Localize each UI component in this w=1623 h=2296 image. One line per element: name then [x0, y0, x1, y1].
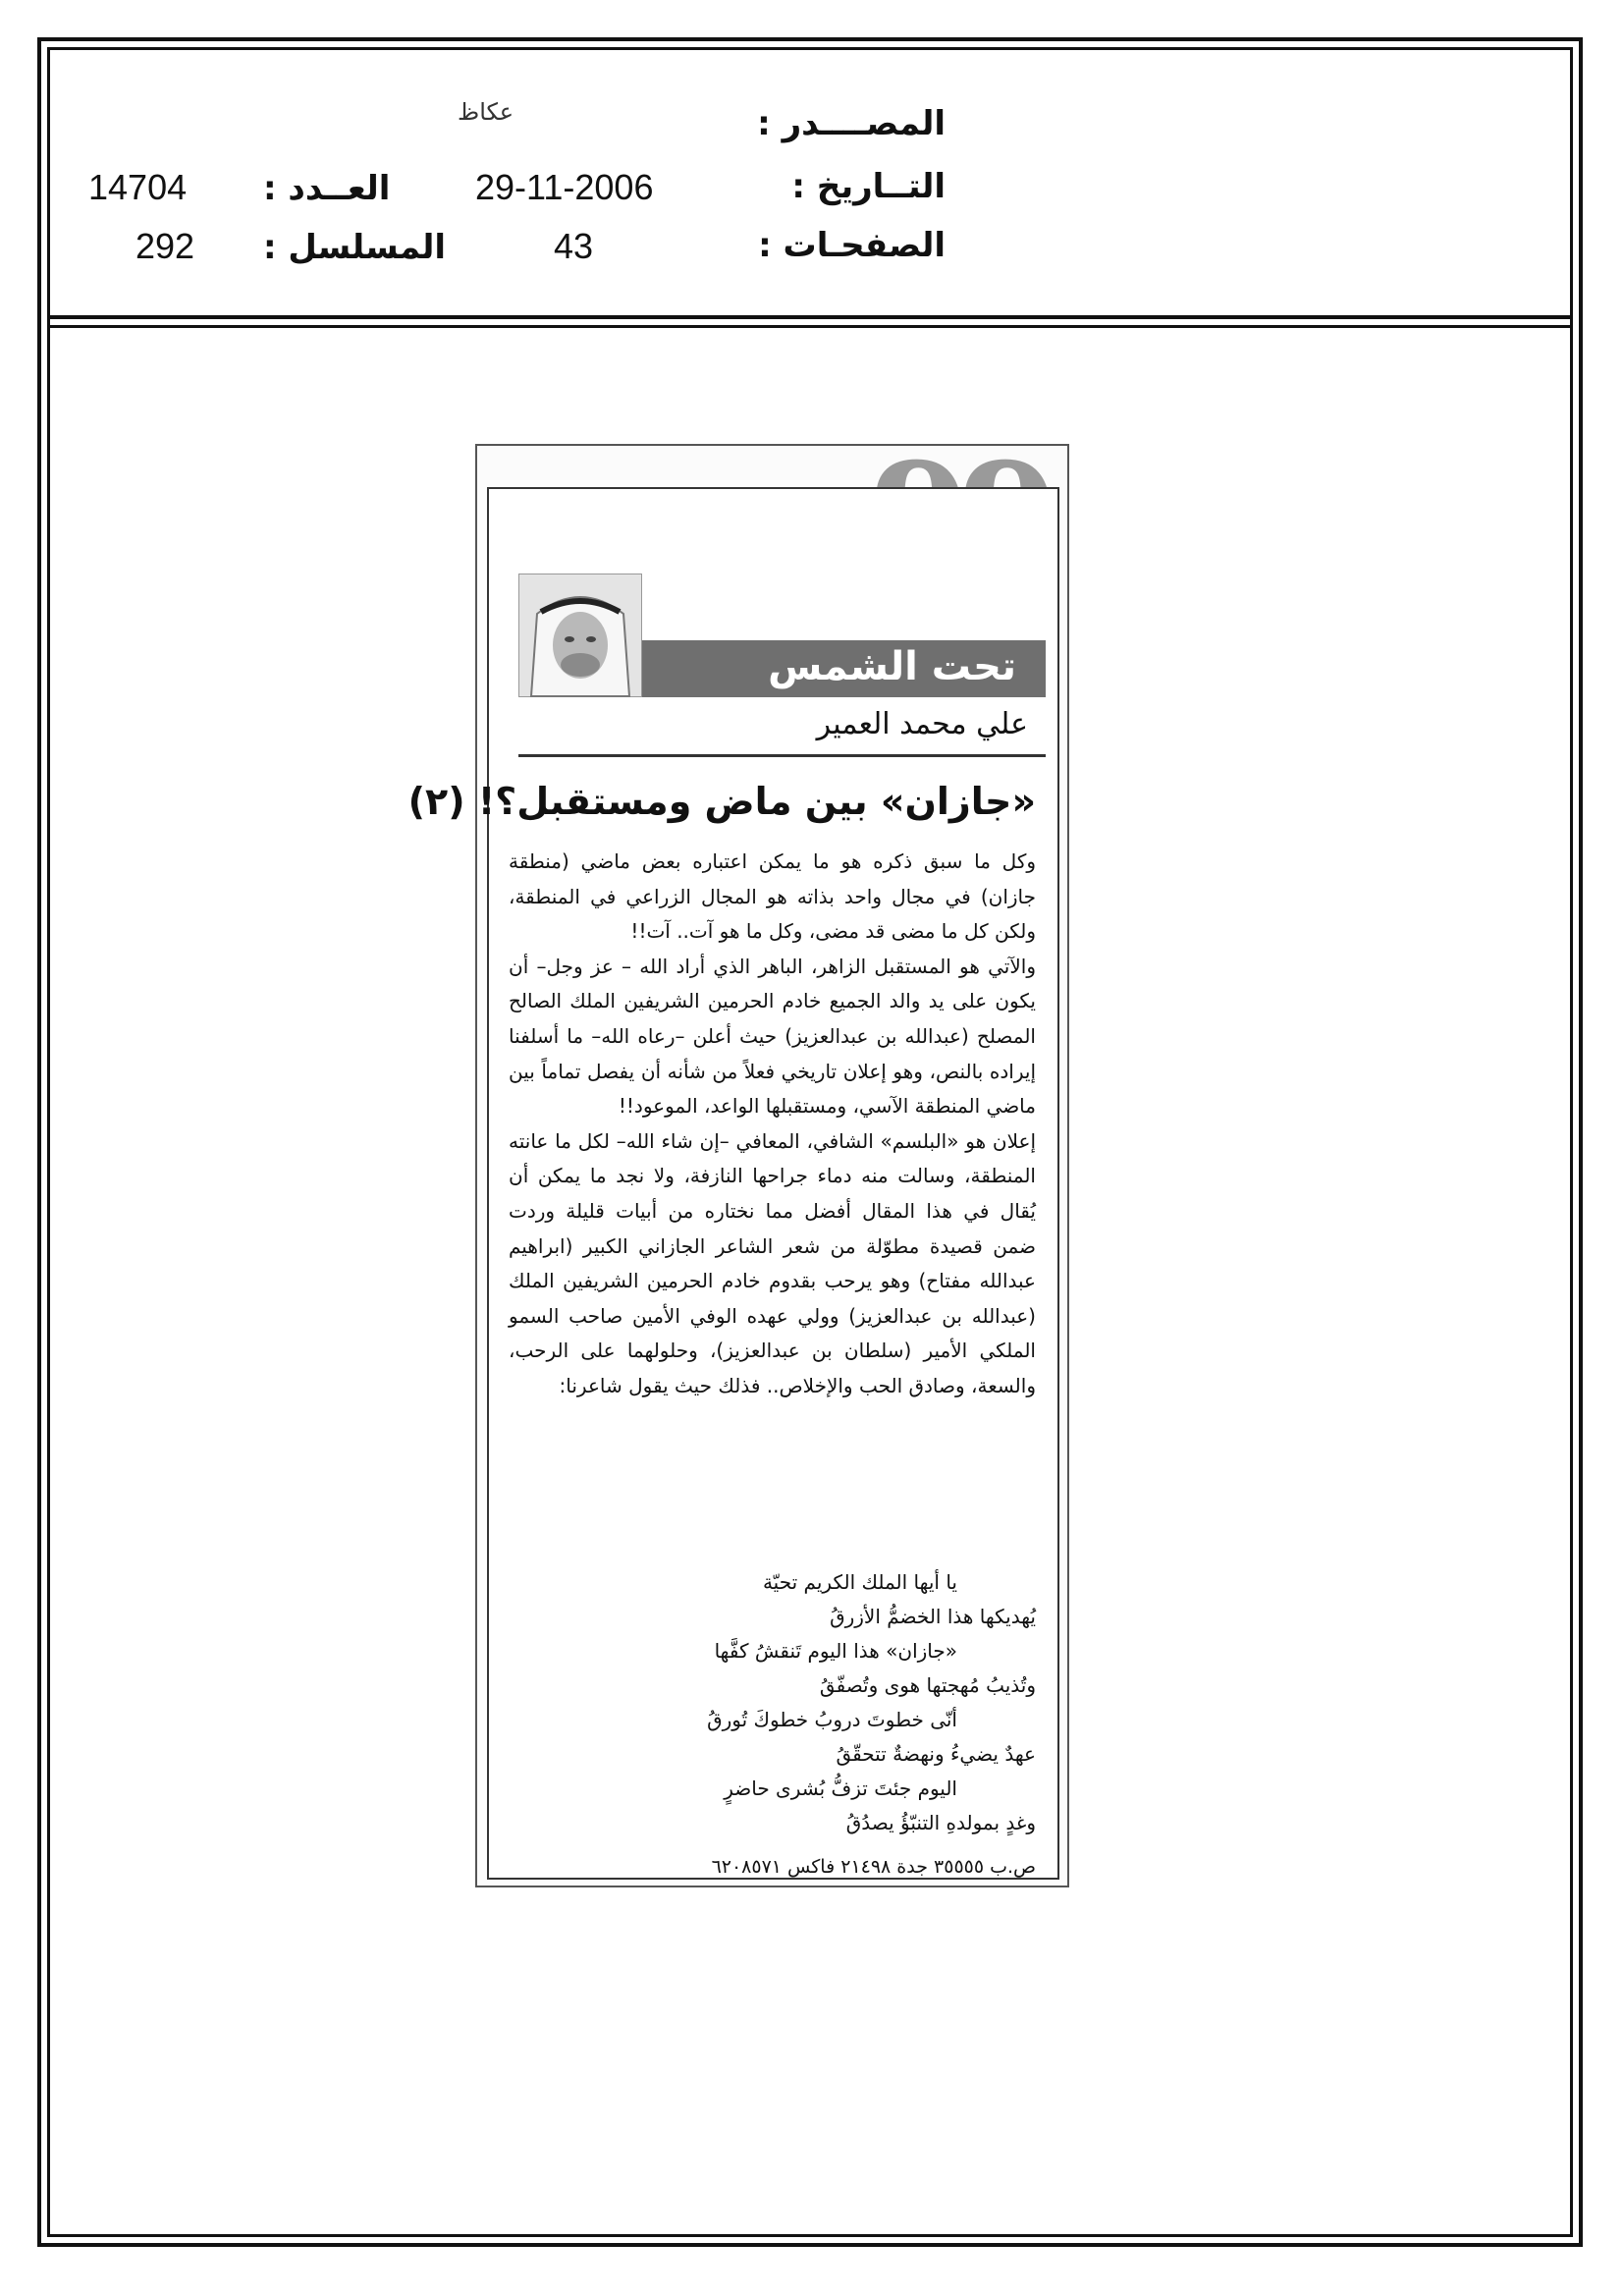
author-divider — [518, 754, 1046, 757]
newspaper-clipping — [407, 444, 1069, 1887]
header-divider — [47, 315, 1573, 319]
poem-line: يُهديكها هذا الخضمُّ الأزرقُ — [830, 1605, 1036, 1628]
clipping-box — [407, 487, 1059, 1880]
paragraph: وكل ما سبق ذكره هو ما يمكن اعتباره بعض ماضي (منطقة جازان) في مجال واحد بذاته هو المجال الزراعي في المنطقة، ولكن كل ما مضى قد مضى، وكل ما هو آت.. آت!! — [509, 849, 1036, 944]
poem-line: عهدٌ يضيءُ ونهضةٌ تتحقّقُ — [836, 1742, 1036, 1766]
source-label: المصــــدر : — [757, 104, 946, 143]
source-value: عكاظ — [458, 98, 514, 126]
issue-label: العــدد : — [263, 169, 391, 208]
poem — [509, 1565, 1036, 1840]
serial-value: 292 — [135, 226, 195, 266]
pages-value: 43 — [554, 226, 594, 266]
article-body — [509, 845, 1036, 1404]
poem-line: أنّى خطوتَ دروبُ خطوكَ تُورقُ — [707, 1708, 957, 1731]
article-headline: «جازان» بين ماض ومستقبل؟! (٢) — [407, 780, 1036, 823]
date-label: التــاريخ : — [791, 167, 946, 206]
contact-info: ص.ب ٣٥٥٥٥ جدة ٢١٤٩٨ فاكس ٦٢٠٨٥٧١ — [711, 1856, 1036, 1878]
date-value: 29-11-2006 — [475, 167, 654, 207]
column-name: تحت الشمس — [768, 644, 1016, 689]
author-name: علي محمد العمير — [816, 707, 1028, 741]
poem-line: يا أيها الملك الكريم تحيّة — [762, 1570, 957, 1594]
issue-value: 14704 — [88, 167, 188, 207]
paragraph: والآتي هو المستقبل الزاهر، الباهر الذي أراد الله – عز وجل– أن يكون على يد والد الجميع خادم الحرمين الشريفين الملك الصالح المصلح (عبدالله بن عبدالعزيز) حيث أعلن –رعاه الله– ما أسلفنا إيراده بالنص، وهو إعلان تاريخي فعلاً من شأنه أن يفصل تماماً بين ماضي المنطقة الآسي، ومستقبلها الواعد، الموعود!! — [509, 954, 1036, 1119]
poem-line: اليوم جئتَ تزفُّ بُشرى حاضرٍ — [724, 1777, 957, 1800]
poem-line: وغدٍ بمولدهِ التنبّؤُ يصدُقُ — [845, 1811, 1036, 1834]
poem-line: «جازان» هذا اليوم تَنقشُ كفَّها — [714, 1639, 957, 1663]
header-divider-2 — [47, 325, 1573, 328]
poem-line: وتُذيبُ مُهجتها هوى وتُصفّقُ — [819, 1673, 1036, 1697]
serial-label: المسلسل : — [263, 228, 447, 267]
paragraph: إعلان هو «البلسم» الشافي، المعافي –إن شاء الله– لكل ما عانته المنطقة، وسالت منه دماء جراحها النازفة، ولا نجد ما يمكن أن يُقال في هذا المقال أفضل مما نختاره من أبيات قليلة وردت ضمن قصيدة مطوّلة من شعر الشاعر الجازاني الكبير (ابراهيم عبدالله مفتاح) وهو يرحب بقدوم خادم الحرمين الشريفين الملك (عبدالله بن عبدالعزيز) وولي عهده الوفي الأمين صاحب السمو الملكي الأمير (سلطان بن عبدالعزيز)، وحلولهما على الرحب، والسعة، وصادق الحب والإخلاص.. فذلك حيث يقول شاعرنا: — [509, 1128, 1036, 1397]
pages-label: الصفحـات : — [758, 226, 946, 265]
author-photo — [518, 574, 642, 697]
